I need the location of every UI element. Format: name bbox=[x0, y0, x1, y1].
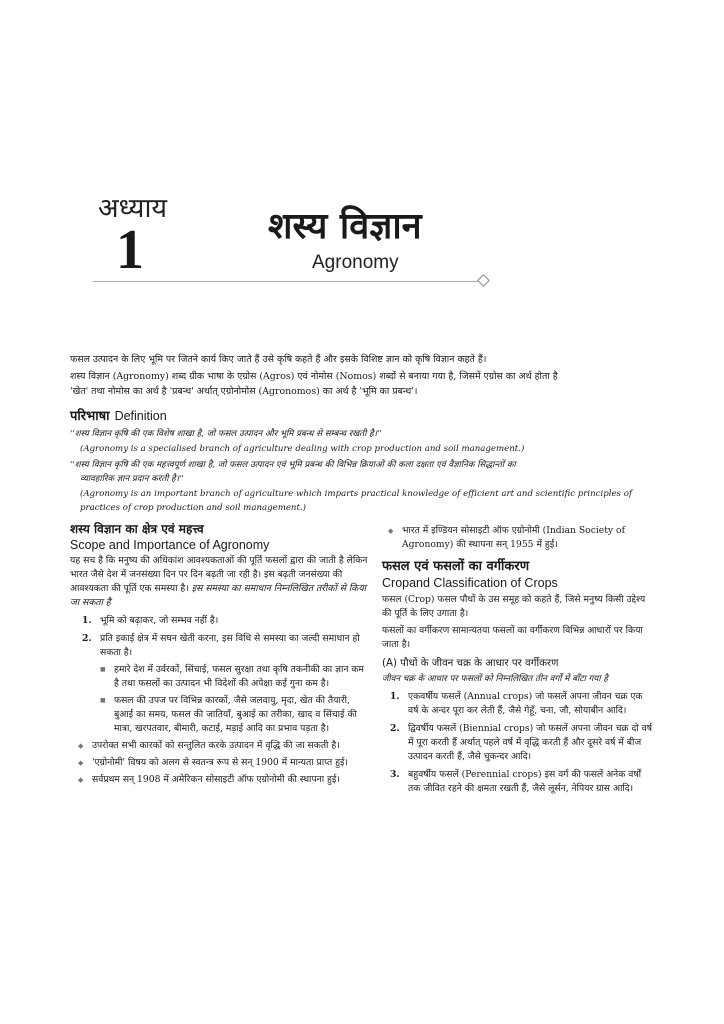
intro-line-1: फसल उत्पादन के लिए भूमि पर जितने कार्य किए जाते हैं उसे कृषि कहते हैं और इसके विशिष्ट ज्ञान को कृषि विज्ञान कहते हैं। bbox=[70, 354, 487, 365]
list-number: 2. bbox=[390, 723, 400, 734]
list-number: 1. bbox=[390, 691, 400, 702]
life-cycle-intro: जीवन चक्र के आधार पर फसलों को निम्नलिखित तीन वर्गों में बाँटा गया है bbox=[382, 674, 608, 684]
list-item bbox=[82, 614, 368, 628]
bullet-item: ◆ सर्वप्रथम सन् 1908 में अमेरिकन सोसाइटी ऑफ एग्रोनोमी की स्थापना हुई। bbox=[78, 773, 368, 787]
definition-1-hindi: ''शस्य विज्ञान कृषि की एक विशेष शाखा है, जो फसल उत्पादन और भूमि प्रबन्ध से सम्बन्ध रखती है।'' bbox=[70, 429, 382, 439]
bullet-item: ◆ 'एग्रोनोमी' विषय को अलग से स्वतन्त्र रूप से सन् 1900 में मान्यता प्राप्त हुई। bbox=[78, 756, 368, 770]
chapter-word: अध्याय bbox=[98, 193, 168, 224]
chapter-title-english: Agronomy bbox=[312, 252, 399, 273]
list-number: 1. bbox=[82, 615, 92, 626]
scope-paragraph bbox=[70, 554, 368, 610]
definition-2-english-line-2: practices of crop production and soil management.) bbox=[80, 503, 307, 513]
list-text: भूमि को बढ़ाकर, जो सम्भव नहीं है। bbox=[100, 615, 219, 626]
crop-classification-paragraph: फसलों का वर्गीकरण सामान्यतया फसलों का वर्गीकरण विभिन्न आधारों पर किया जाता है। bbox=[382, 625, 643, 650]
definition-2-hindi-line-2: व्यावहारिक ज्ञान प्रदान करती है।'' bbox=[80, 474, 184, 484]
list-number: 3. bbox=[390, 769, 400, 780]
bullet-item: ◆ भारत में इण्डियन सोसाइटी ऑफ एग्रोनोमी (Indian Society of Agronomy) की स्थापना सन् 1955 में हुई। bbox=[388, 524, 654, 552]
title-rule bbox=[93, 281, 478, 282]
left-column bbox=[70, 522, 368, 787]
scope-paragraph-italic: इस समस्या का समाधान निम्नलिखित तरीकों से किया जा सकता है bbox=[70, 583, 367, 608]
sub-list-item: ■ हमारे देश में उर्वरकों, सिंचाई, फसल सुरक्षा तथा कृषि तकनीकी का ज्ञान कम है तथा फसलों का उत्पादन भी विदेशों की अपेक्षा कई गुना कम है। bbox=[100, 663, 368, 691]
list-item bbox=[82, 632, 368, 660]
chapter-title-hindi: शस्य विज्ञान bbox=[268, 206, 422, 247]
scope-heading-english: Scope and Importance of Agronomy bbox=[70, 538, 270, 552]
sub-list-item: ■ फसल की उपज पर विभिन्न कारकों, जैसे जलवायु, मृदा, खेत की तैयारी, बुआई का समय, फसल की जातियाँ, बुआई का तरीका, खाद व सिंचाई की मात्रा, खरपतवार, बीमारी, कटाई, मड़ाई आदि का प्रभाव पड़ता है। bbox=[100, 694, 368, 736]
classification-heading-hindi: फसल एवं फसलों का वर्गीकरण bbox=[382, 559, 530, 574]
bullet-item: ◆ उपरोक्त सभी कारकों को सन्तुलित करके उत्पादन में वृद्धि की जा सकती है। bbox=[78, 739, 368, 753]
list-text: प्रति इकाई क्षेत्र में सघन खेती करना, इस विधि से समस्या का जल्दी समाधान हो सकता है। bbox=[100, 633, 360, 658]
list-text: द्विवर्षीय फसलें (Biennial crops) जो फसलें अपना जीवन चक्र दो वर्ष में पूरा करती हैं अर्थात् पहले वर्ष में वृद्धि करती हैं और दूसरे वर्ष में बीज उत्पादन करती हैं, जैसे चुकन्दर आदि। bbox=[408, 723, 653, 762]
definition-1-english: (Agronomy is a specialised branch of agriculture dealing with crop production and soil management.) bbox=[80, 444, 525, 454]
list-number: 2. bbox=[82, 633, 92, 644]
definition-2-english-line-1: (Agronomy is an important branch of agriculture which imparts practical knowledge of efficient art and scientific principles of bbox=[80, 489, 633, 499]
list-text: एकवर्षीय फसलें (Annual crops) जो फसलें अपना जीवन चक्र एक वर्ष के अन्दर पूरा कर लेती हैं, जैसे गेहूँ, चना, जौ, सोयाबीन आदि। bbox=[408, 691, 643, 716]
list-item bbox=[390, 722, 654, 764]
chapter-number: 1 bbox=[116, 219, 144, 281]
definition-heading bbox=[70, 405, 167, 424]
diamond-ornament-icon bbox=[477, 274, 490, 287]
scope-paragraph-text: यह सच है कि मनुष्य की अधिकांश आवश्यकताओं की पूर्ति फसलों द्वारा की जाती है लेकिन भारत जैसे देश में जनसंख्या दिन पर दिन बढ़ती जा रही है। इस बढ़ती जनसंख्या की आवश्यकता की पूर्ति एक समस्या है। bbox=[70, 555, 368, 594]
intro-line-3: 'खेत' तथा नोमोस का अर्थ है 'प्रबन्ध' अर्थात् एग्रोनोमोस (Agronomos) का अर्थ है 'भूमि का प्रबन्ध'। bbox=[70, 386, 418, 397]
right-column bbox=[382, 524, 654, 796]
list-text: बहुवर्षीय फसलें (Perennial crops) इस वर्ग की फसलें अनेक वर्षों तक जीवित रहने की क्षमता रखती हैं, जैसे लूर्सन, नेपियर ग्रास आदि। bbox=[408, 769, 642, 794]
definition-2-hindi-line-1: ''शस्य विज्ञान कृषि की एक महत्त्वपूर्ण शाखा है, जो फसल उत्पादन एवं भूमि प्रबन्ध की विभिन्न क्रियाओं की कला दक्षता एवं वैज्ञानिक सिद्धान्तों का bbox=[70, 460, 516, 470]
life-cycle-subheading: (A) पौधों के जीवन चक्र के आधार पर वर्गीकरण bbox=[382, 658, 559, 669]
list-item bbox=[390, 690, 654, 718]
definition-heading-english: Definition bbox=[114, 409, 167, 423]
crop-definition-paragraph: फसल (Crop) फसल पौधों के उस समूह को कहते हैं, जिसे मनुष्य किसी उद्देश्य की पूर्ति के लिए उगाता है। bbox=[382, 594, 646, 619]
classification-heading-english: Cropand Classification of Crops bbox=[382, 576, 558, 590]
scope-heading-hindi: शस्य विज्ञान का क्षेत्र एवं महत्त्व bbox=[70, 522, 204, 536]
definition-heading-hindi: परिभाषा bbox=[70, 409, 110, 424]
list-item bbox=[390, 768, 654, 796]
intro-line-2: शस्य विज्ञान (Agronomy) शब्द ग्रीक भाषा के एग्रोस (Agros) एवं नोमोस (Nomos) शब्दों से बनाया गया है, जिसमें एग्रोस का अर्थ होता है bbox=[70, 371, 558, 382]
